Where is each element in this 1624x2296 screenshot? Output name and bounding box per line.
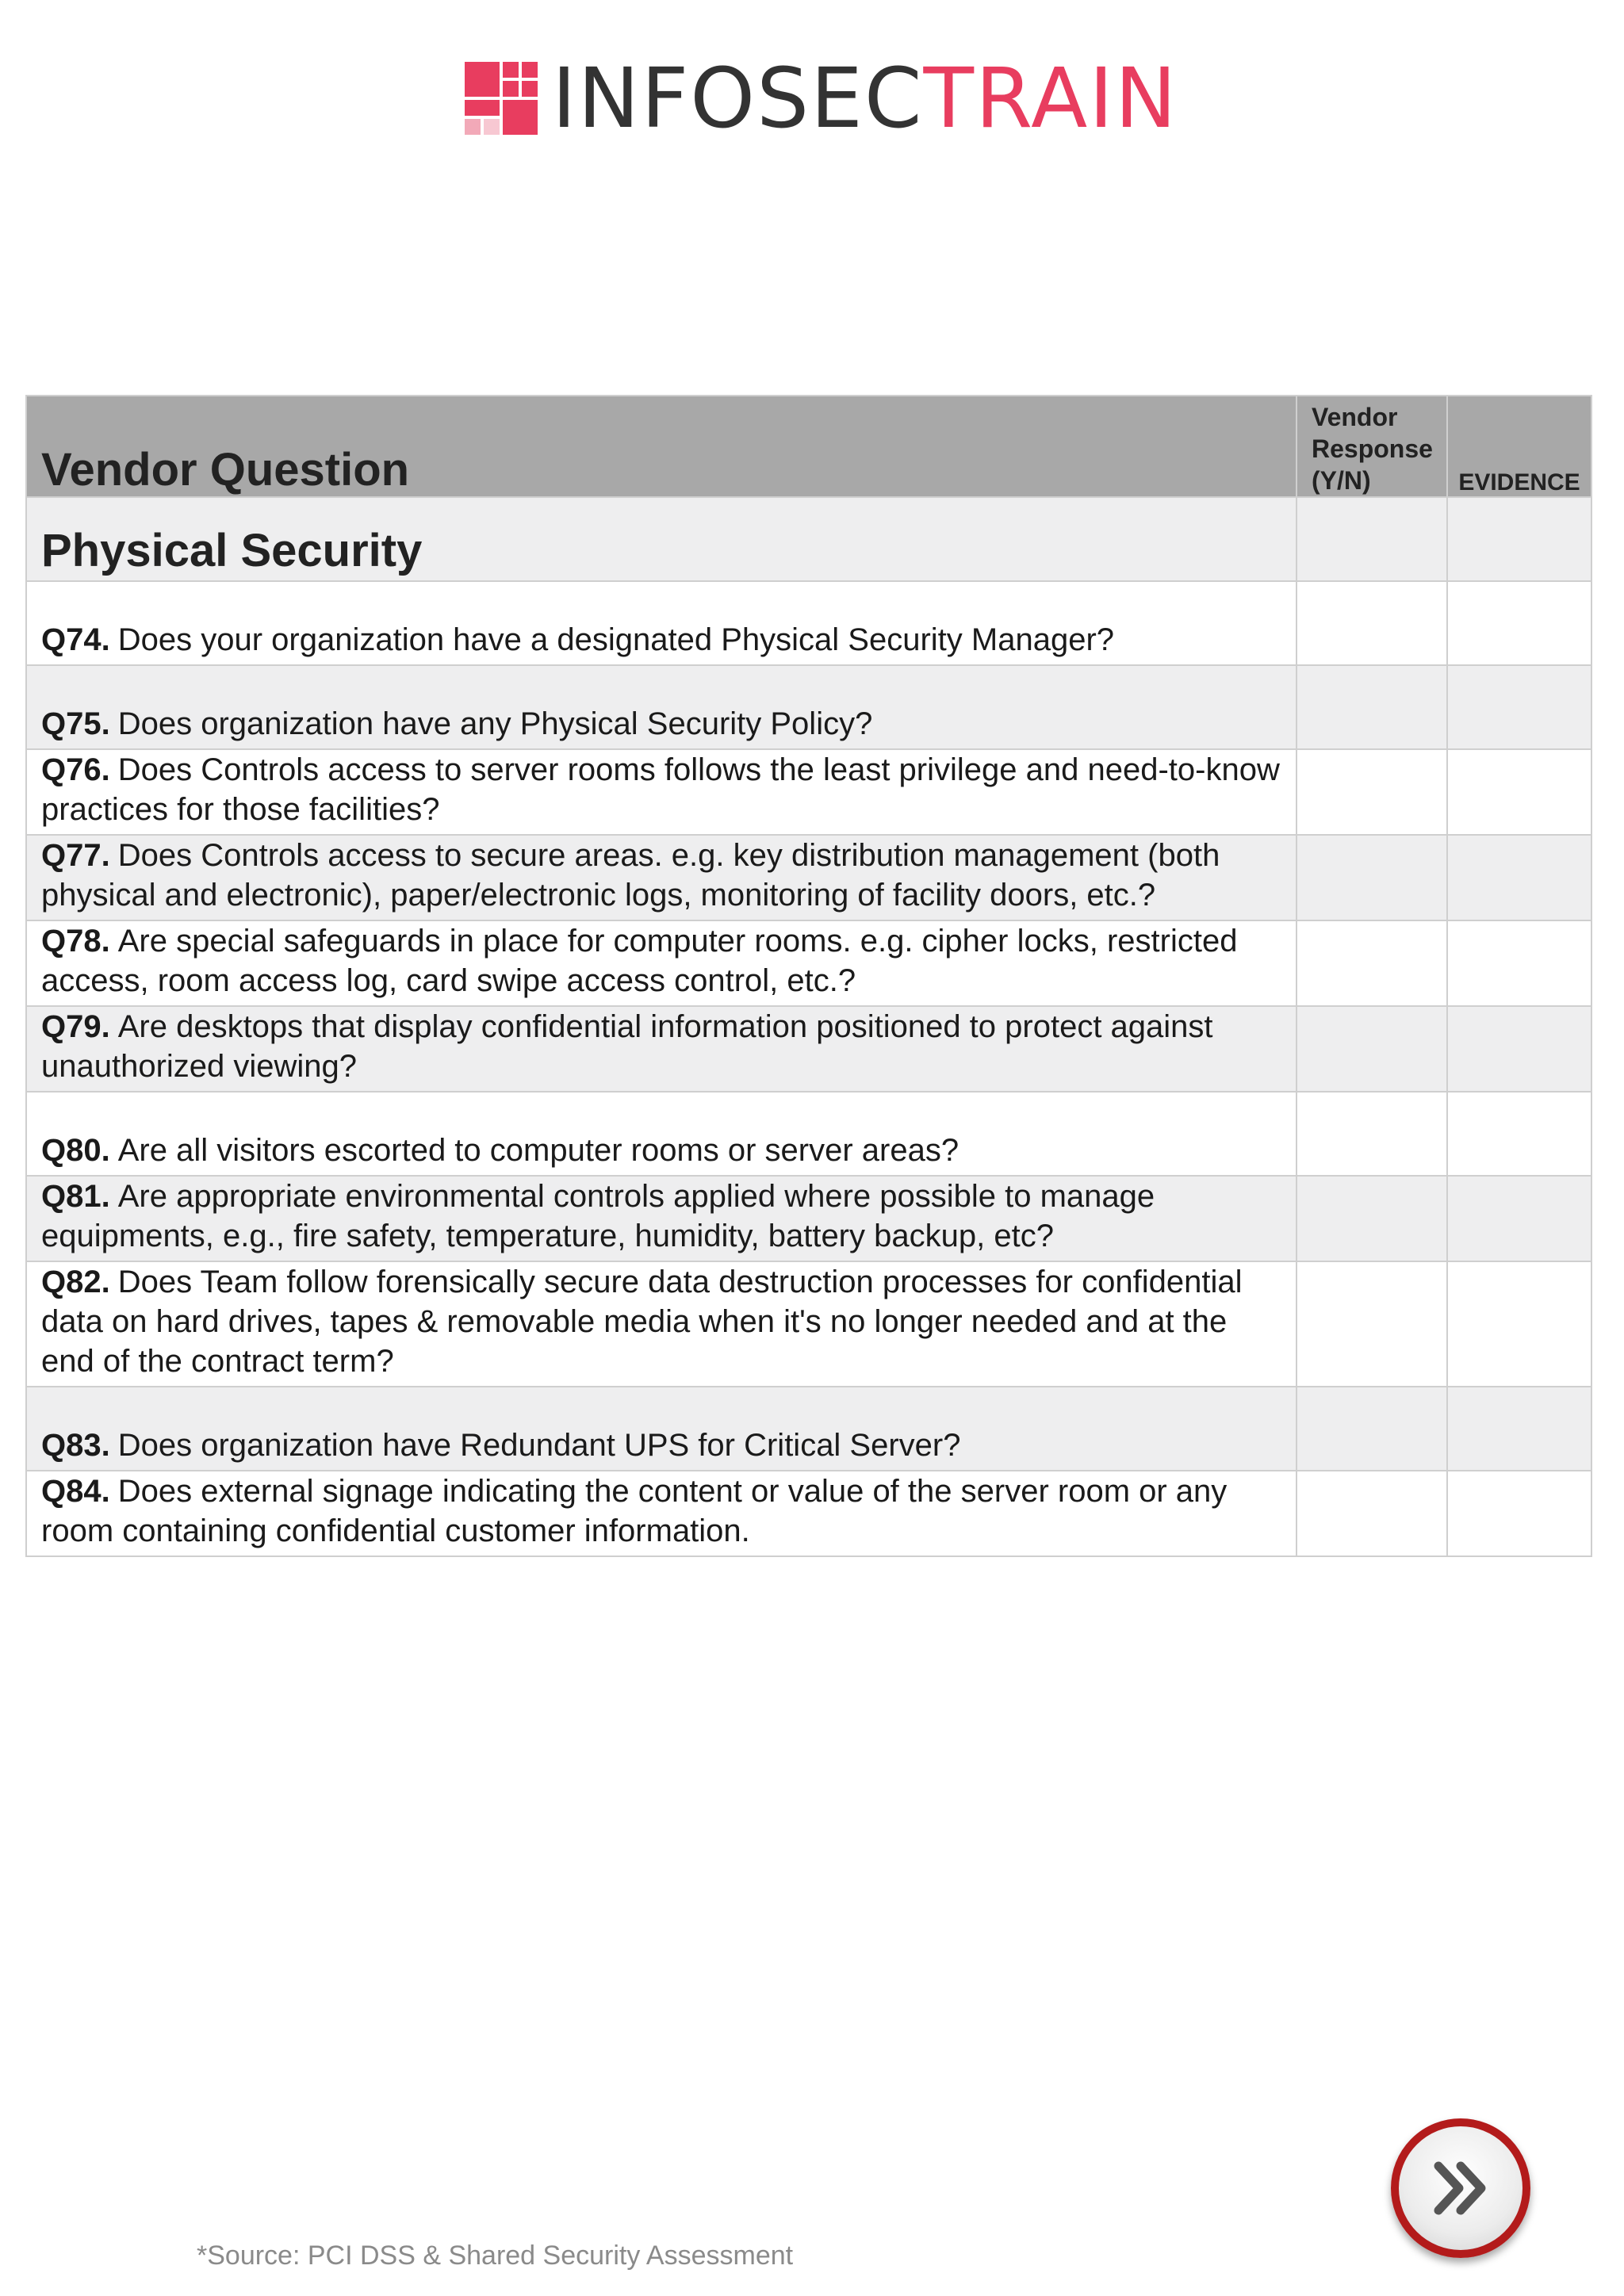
question-number: Q84. bbox=[41, 1474, 110, 1509]
vendor-question-table bbox=[25, 395, 1592, 1557]
table-row bbox=[26, 1092, 1591, 1176]
question-number: Q76. bbox=[41, 752, 110, 787]
question-number: Q74. bbox=[41, 622, 110, 657]
vendor-response-cell[interactable] bbox=[1297, 1176, 1447, 1261]
table-row bbox=[26, 1006, 1591, 1092]
evidence-cell[interactable] bbox=[1447, 835, 1591, 920]
evidence-cell[interactable] bbox=[1447, 665, 1591, 749]
question-cell bbox=[26, 1092, 1297, 1176]
table-row bbox=[26, 1176, 1591, 1261]
evidence-cell[interactable] bbox=[1447, 1176, 1591, 1261]
question-number: Q78. bbox=[41, 924, 110, 959]
section-row-physical-security bbox=[26, 497, 1591, 581]
question-cell bbox=[26, 835, 1297, 920]
question-cell bbox=[26, 1387, 1297, 1471]
logo-wordmark bbox=[552, 50, 1178, 147]
question-cell bbox=[26, 1176, 1297, 1261]
question-text: Does your organization have a designated Physical Security Manager? bbox=[117, 622, 1115, 657]
table-row bbox=[26, 581, 1591, 665]
question-number: Q83. bbox=[41, 1428, 110, 1463]
vendor-response-cell[interactable] bbox=[1297, 1387, 1447, 1471]
evidence-cell[interactable] bbox=[1447, 1471, 1591, 1556]
header-vendor-response-label: Vendor Response (Y/N) bbox=[1312, 403, 1433, 495]
vendor-response-cell[interactable] bbox=[1297, 1471, 1447, 1556]
vendor-response-cell[interactable] bbox=[1297, 1261, 1447, 1387]
section-evidence-cell bbox=[1447, 497, 1591, 581]
evidence-cell[interactable] bbox=[1447, 581, 1591, 665]
question-text: Are appropriate environmental controls applied where possible to manage equipments, e.g., fire safety, temperature, humidity, battery backup, etc? bbox=[41, 1179, 1155, 1253]
question-number: Q79. bbox=[41, 1009, 110, 1044]
question-cell bbox=[26, 749, 1297, 835]
header-vendor-response bbox=[1297, 396, 1447, 497]
table-row bbox=[26, 749, 1591, 835]
source-footnote: *Source: PCI DSS & Shared Security Assessment bbox=[197, 2241, 794, 2271]
vendor-response-cell[interactable] bbox=[1297, 1006, 1447, 1092]
evidence-cell[interactable] bbox=[1447, 1387, 1591, 1471]
question-text: Does Team follow forensically secure data destruction processes for confidential data on hard drives, tapes & removable media when it's no longer needed and at the end of the contract term? bbox=[41, 1265, 1243, 1379]
header-vendor-question bbox=[26, 396, 1297, 497]
vendor-response-cell[interactable] bbox=[1297, 665, 1447, 749]
evidence-cell[interactable] bbox=[1447, 920, 1591, 1006]
vendor-response-cell[interactable] bbox=[1297, 920, 1447, 1006]
question-cell bbox=[26, 1471, 1297, 1556]
question-number: Q82. bbox=[41, 1265, 110, 1299]
question-cell bbox=[26, 920, 1297, 1006]
question-text: Does organization have any Physical Security Policy? bbox=[117, 706, 873, 741]
question-number: Q80. bbox=[41, 1133, 110, 1168]
question-text: Does Controls access to secure areas. e.g. key distribution management (both physical and electronic), paper/electronic logs, monitoring of facility doors, etc.? bbox=[41, 838, 1220, 913]
header-vendor-question-label: Vendor Question bbox=[41, 444, 410, 496]
vendor-response-cell[interactable] bbox=[1297, 749, 1447, 835]
table-row bbox=[26, 1471, 1591, 1556]
section-title: Physical Security bbox=[41, 525, 423, 576]
vendor-response-cell[interactable] bbox=[1297, 835, 1447, 920]
question-text: Does Controls access to server rooms follows the least privilege and need-to-know practices for those facilities? bbox=[41, 752, 1280, 827]
question-text: Are desktops that display confidential information positioned to protect against unauthorized viewing? bbox=[41, 1009, 1213, 1084]
question-number: Q75. bbox=[41, 706, 110, 741]
table-header-row bbox=[26, 396, 1591, 497]
table-row bbox=[26, 1387, 1591, 1471]
question-number: Q81. bbox=[41, 1179, 110, 1214]
header-evidence bbox=[1447, 396, 1591, 497]
question-cell bbox=[26, 665, 1297, 749]
next-page-button[interactable] bbox=[1391, 2118, 1530, 2258]
evidence-cell[interactable] bbox=[1447, 1261, 1591, 1387]
evidence-cell[interactable] bbox=[1447, 1092, 1591, 1176]
question-text: Are special safeguards in place for computer rooms. e.g. cipher locks, restricted access, room access log, card swipe access control, etc.? bbox=[41, 924, 1238, 998]
evidence-cell[interactable] bbox=[1447, 749, 1591, 835]
table-row bbox=[26, 920, 1591, 1006]
question-text: Does organization have Redundant UPS for Critical Server? bbox=[117, 1428, 961, 1463]
double-chevron-right-icon bbox=[1427, 2155, 1494, 2221]
infosectrain-logo bbox=[465, 50, 1178, 147]
header-evidence-label: EVIDENCE bbox=[1458, 469, 1580, 496]
question-text: Does external signage indicating the content or value of the server room or any room containing confidential customer information. bbox=[41, 1474, 1228, 1548]
table-row bbox=[26, 1261, 1591, 1387]
question-cell bbox=[26, 1261, 1297, 1387]
table-row bbox=[26, 835, 1591, 920]
section-response-cell bbox=[1297, 497, 1447, 581]
evidence-cell[interactable] bbox=[1447, 1006, 1591, 1092]
logo-grid-icon bbox=[465, 62, 538, 135]
section-title-cell bbox=[26, 497, 1297, 581]
question-text: Are all visitors escorted to computer rooms or server areas? bbox=[117, 1133, 959, 1168]
logo-text-train: TRAIN bbox=[923, 50, 1178, 147]
question-cell bbox=[26, 1006, 1297, 1092]
vendor-response-cell[interactable] bbox=[1297, 1092, 1447, 1176]
vendor-response-cell[interactable] bbox=[1297, 581, 1447, 665]
question-cell bbox=[26, 581, 1297, 665]
table-row bbox=[26, 665, 1591, 749]
question-number: Q77. bbox=[41, 838, 110, 873]
logo-text-infosec: INFOSEC bbox=[552, 50, 924, 147]
